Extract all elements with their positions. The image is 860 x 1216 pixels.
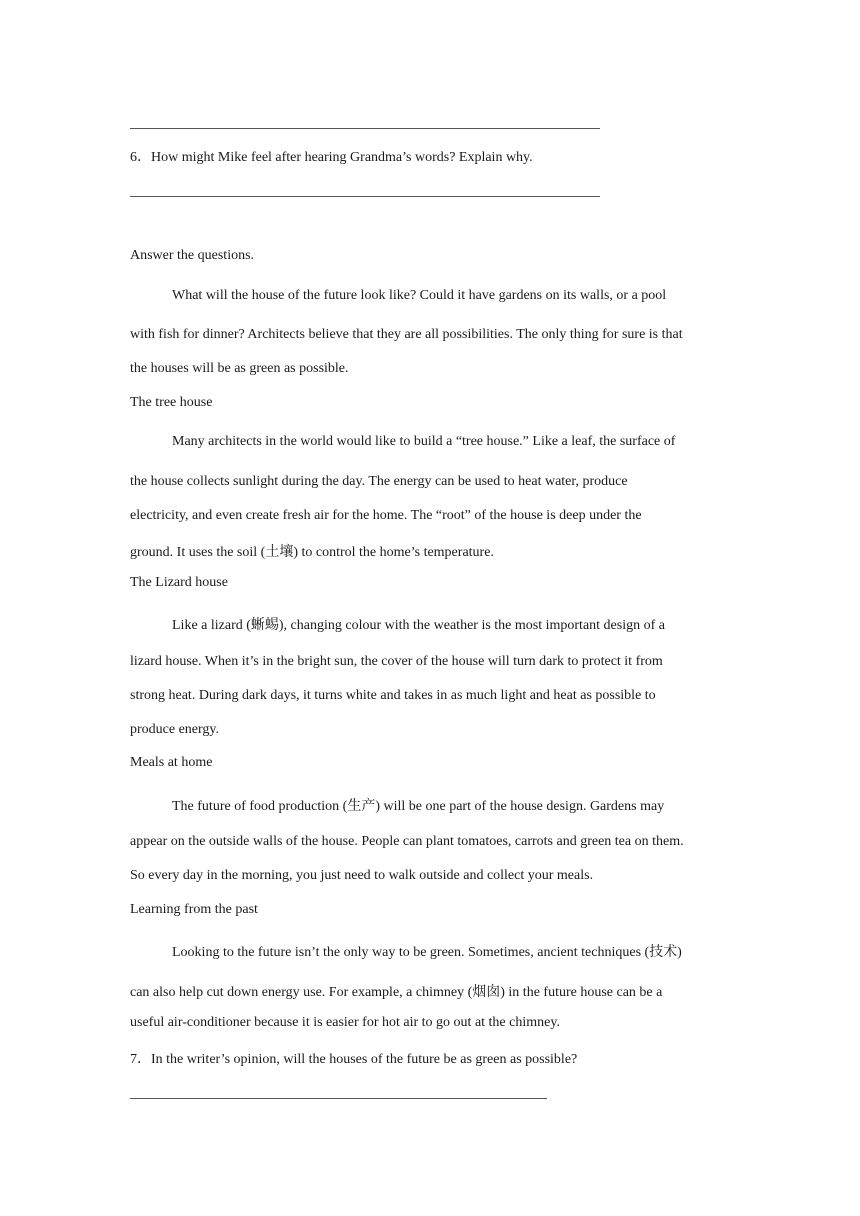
question-text: In the writer’s opinion, will the houses of the future be as green as possible? bbox=[151, 1052, 578, 1067]
passage-line: So every day in the morning, you just need to walk outside and collect your meals. bbox=[130, 868, 594, 883]
section-heading: The tree house bbox=[130, 395, 213, 410]
passage-line: the houses will be as green as possible. bbox=[130, 361, 349, 376]
question-text: How might Mike feel after hearing Grandma’s words? Explain why. bbox=[151, 150, 533, 165]
passage-line: Many architects in the world would like to build a “tree house.” Like a leaf, the surface of bbox=[172, 434, 676, 449]
passage-line: appear on the outside walls of the house. People can plant tomatoes, carrots and green tea on them. bbox=[130, 834, 684, 849]
passage-line: the house collects sunlight during the day. The energy can be used to heat water, produce bbox=[130, 474, 628, 489]
passage-line: with fish for dinner? Architects believe that they are all possibilities. The only thing for sure is that bbox=[130, 327, 683, 342]
question-7 bbox=[130, 1048, 577, 1068]
instruction: Answer the questions. bbox=[130, 248, 255, 263]
question-number: 6． bbox=[130, 150, 151, 165]
passage-line: useful air-conditioner because it is easier for hot air to go out at the chimney. bbox=[130, 1015, 560, 1030]
passage-line: strong heat. During dark days, it turns white and takes in as much light and heat as possible to bbox=[130, 688, 656, 703]
passage-line: can also help cut down energy use. For example, a chimney (烟囱) in the future house can be a bbox=[130, 985, 663, 1000]
section-heading: Learning from the past bbox=[130, 902, 258, 917]
answer-line bbox=[130, 1098, 547, 1099]
passage-line: What will the house of the future look like? Could it have gardens on its walls, or a pool bbox=[172, 288, 667, 303]
passage-line: produce energy. bbox=[130, 722, 220, 737]
section-heading: The Lizard house bbox=[130, 575, 228, 590]
passage-line: ground. It uses the soil (土壤) to control the home’s temperature. bbox=[130, 545, 494, 560]
question-number: 7． bbox=[130, 1052, 151, 1067]
passage-line: The future of food production (生产) will be one part of the house design. Gardens may bbox=[172, 799, 665, 814]
question-6 bbox=[130, 146, 533, 166]
passage-line: lizard house. When it’s in the bright sun, the cover of the house will turn dark to protect it from bbox=[130, 654, 663, 669]
answer-line bbox=[130, 128, 600, 129]
passage-line: Looking to the future isn’t the only way to be green. Sometimes, ancient techniques (技术) bbox=[172, 945, 682, 960]
passage-line: electricity, and even create fresh air for the home. The “root” of the house is deep under the bbox=[130, 508, 642, 523]
section-heading: Meals at home bbox=[130, 755, 213, 770]
passage-line: Like a lizard (蜥蜴), changing colour with the weather is the most important design of a bbox=[172, 618, 665, 633]
answer-line bbox=[130, 196, 600, 197]
